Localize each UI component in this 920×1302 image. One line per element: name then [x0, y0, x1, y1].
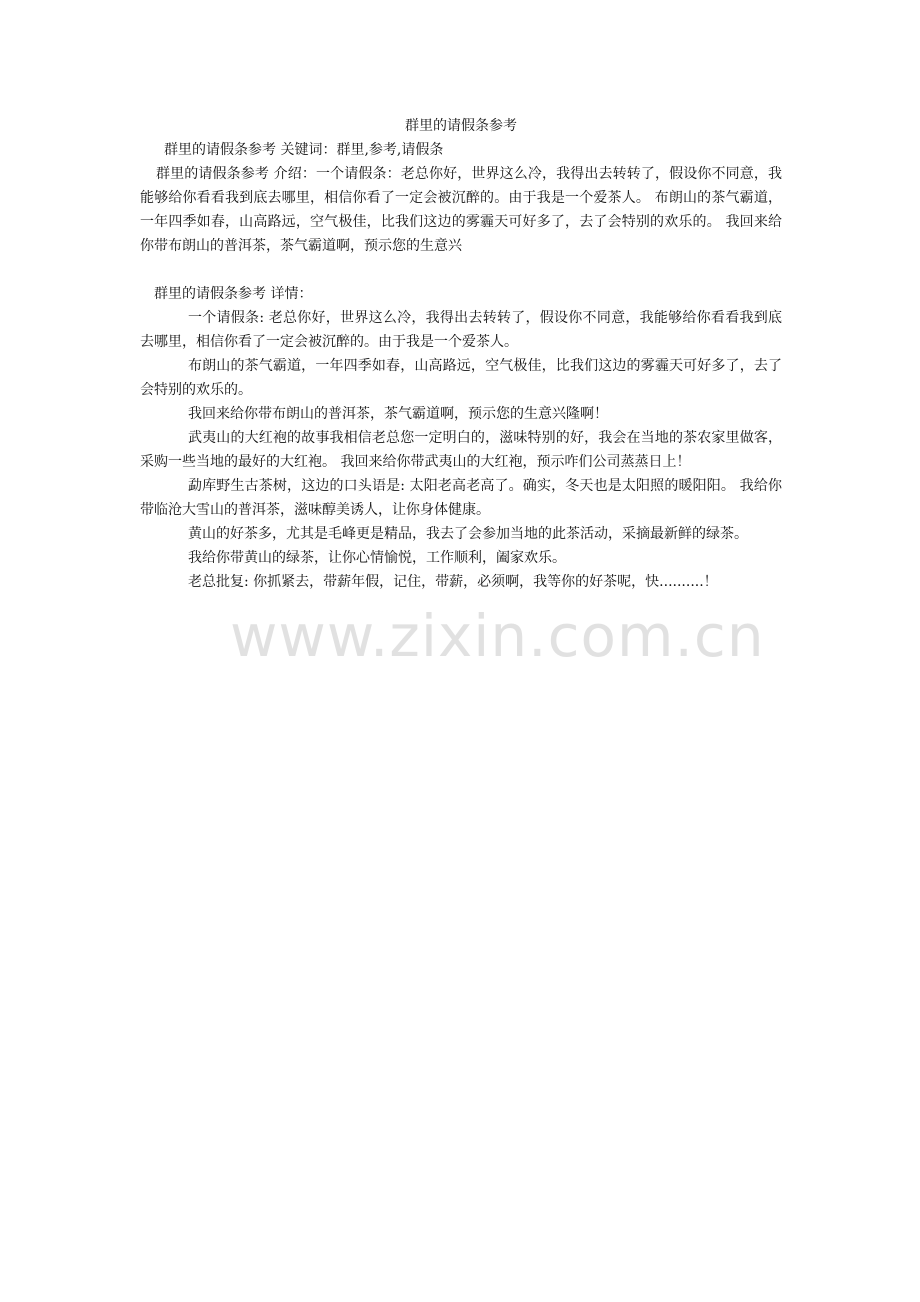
- intro-paragraph: 群里的请假条参考 介绍：一个请假条：老总你好，世界这么冷，我得出去转转了，假设你不同意，我能够给你看看我到底去哪里，相信你看了一定会被沉醉的。由于我是一个爱茶人。 布朗山的茶气霸道，一年四季如春，山高路远，空气极佳，比我们这边的雾霾天可好多了，去了会特别的欢乐的。 我回来给你带布朗山的普洱茶，茶气霸道啊，预示您的生意兴: [140, 166, 782, 254]
- paragraph: 老总批复: 你抓紧去，带薪年假，记住，带薪，必须啊，我等你的好茶呢，快..........！: [188, 574, 718, 590]
- paragraph: 黄山的好茶多，尤其是毛峰更是精品，我去了会参加当地的此茶活动，采摘最新鲜的绿茶。: [188, 526, 748, 542]
- paragraph: 布朗山的茶气霸道，一年四季如春，山高路远，空气极佳，比我们这边的雾霾天可好多了，去了会特别的欢乐的。: [140, 358, 782, 398]
- paragraph: 一个请假条: 老总你好，世界这么冷，我得出去转转了，假设你不同意，我能够给你看看我到底去哪里，相信你看了一定会被沉醉的。由于我是一个爱茶人。: [140, 310, 782, 350]
- keywords-line: 群里的请假条参考 关键词：群里,参考,请假条: [164, 142, 444, 158]
- paragraph: 我回来给你带布朗山的普洱茶，茶气霸道啊，预示您的生意兴隆啊！: [188, 406, 608, 422]
- paragraph: 武夷山的大红袍的故事我相信老总您一定明白的，滋味特别的好，我会在当地的茶农家里做客，采购一些当地的最好的大红袍。 我回来给你带武夷山的大红袍，预示咋们公司蒸蒸日上！: [140, 430, 782, 470]
- document-title: 群里的请假条参考: [405, 118, 517, 134]
- paragraph: 勐库野生古茶树，这边的口头语是: 太阳老高老高了。确实，冬天也是太阳照的暖阳阳。 我给你带临沧大雪山的普洱茶，滋味醇美诱人，让你身体健康。: [140, 478, 782, 518]
- details-body: [140, 306, 782, 594]
- watermark: www.zixin.com.cn: [230, 602, 765, 670]
- paragraph: 我给你带黄山的绿茶，让你心情愉悦，工作顺利，阖家欢乐。: [188, 550, 566, 566]
- details-label: 群里的请假条参考 详情：: [154, 286, 313, 302]
